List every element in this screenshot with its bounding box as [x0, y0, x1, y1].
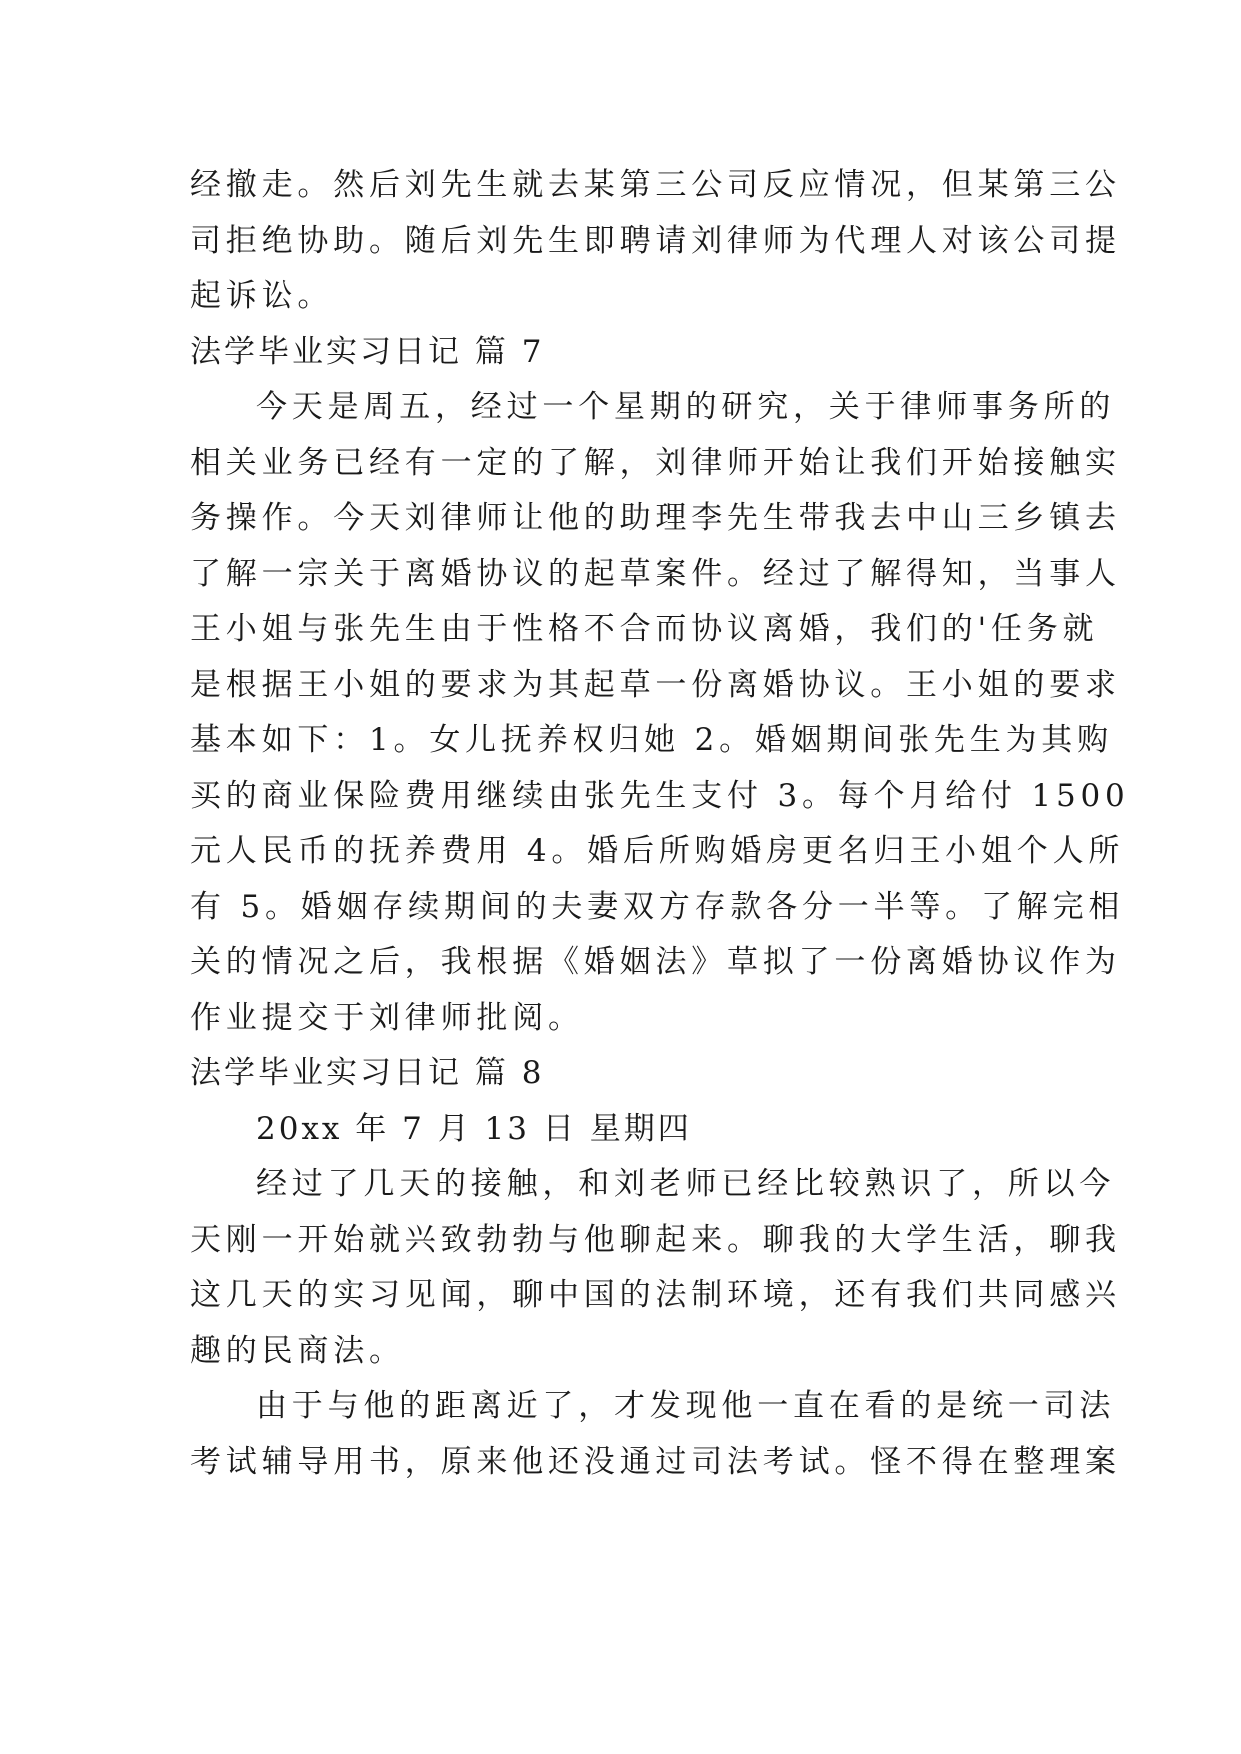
paragraph-line: 考试辅导用书，原来他还没通过司法考试。怪不得在整理案 — [190, 1443, 1121, 1480]
paragraph-line: 天刚一开始就兴致勃勃与他聊起来。聊我的大学生活，聊我 — [190, 1221, 1121, 1258]
paragraph-line: 经撤走。然后刘先生就去某第三公司反应情况，但某第三公 — [190, 167, 1121, 203]
paragraph-line: 起诉讼。 — [190, 278, 334, 314]
paragraph-line: 趣的民商法。 — [190, 1332, 405, 1369]
paragraph-line: 今天是周五，经过一个星期的研究，关于律师事务所的 — [256, 389, 1116, 425]
paragraph-line: 是根据王小姐的要求为其起草一份离婚协议。王小姐的要求 — [190, 666, 1121, 703]
paragraph-line: 了解一宗关于离婚协议的起草案件。经过了解得知，当事人 — [190, 555, 1121, 592]
paragraph-line: 基本如下：1。女儿抚养权归她 2。婚姻期间张先生为其购 — [190, 722, 1113, 758]
section-heading-8: 法学毕业实习日记 篇 8 — [190, 1055, 545, 1091]
document-body — [190, 158, 1130, 1490]
section-heading-7: 法学毕业实习日记 篇 7 — [190, 333, 545, 370]
paragraph-line: 由于与他的距离近了，才发现他一直在看的是统一司法 — [256, 1388, 1116, 1424]
paragraph-line: 务操作。今天刘律师让他的助理李先生带我去中山三乡镇去 — [190, 500, 1121, 536]
entry-date: 20xx 年 7 月 13 日 星期四 — [256, 1110, 692, 1147]
paragraph-line: 这几天的实习见闻，聊中国的法制环境，还有我们共同感兴 — [190, 1277, 1121, 1313]
paragraph-line: 买的商业保险费用继续由张先生支付 3。每个月给付 1500 — [190, 777, 1130, 814]
paragraph-line: 有 5。婚姻存续期间的夫妻双方存款各分一半等。了解完相 — [190, 888, 1125, 925]
paragraph-line: 王小姐与张先生由于性格不合而协议离婚，我们的'任务就 — [190, 611, 1099, 647]
paragraph-line: 司拒绝协助。随后刘先生即聘请刘律师为代理人对该公司提 — [190, 222, 1121, 259]
paragraph-line: 经过了几天的接触，和刘老师已经比较熟识了，所以今 — [256, 1166, 1116, 1202]
paragraph-line: 元人民币的抚养费用 4。婚后所购婚房更名归王小姐个人所 — [190, 833, 1125, 869]
paragraph-line: 作业提交于刘律师批阅。 — [190, 999, 584, 1036]
paragraph-line: 关的情况之后，我根据《婚姻法》草拟了一份离婚协议作为 — [190, 944, 1121, 980]
paragraph-line: 相关业务已经有一定的了解，刘律师开始让我们开始接触实 — [190, 444, 1121, 481]
